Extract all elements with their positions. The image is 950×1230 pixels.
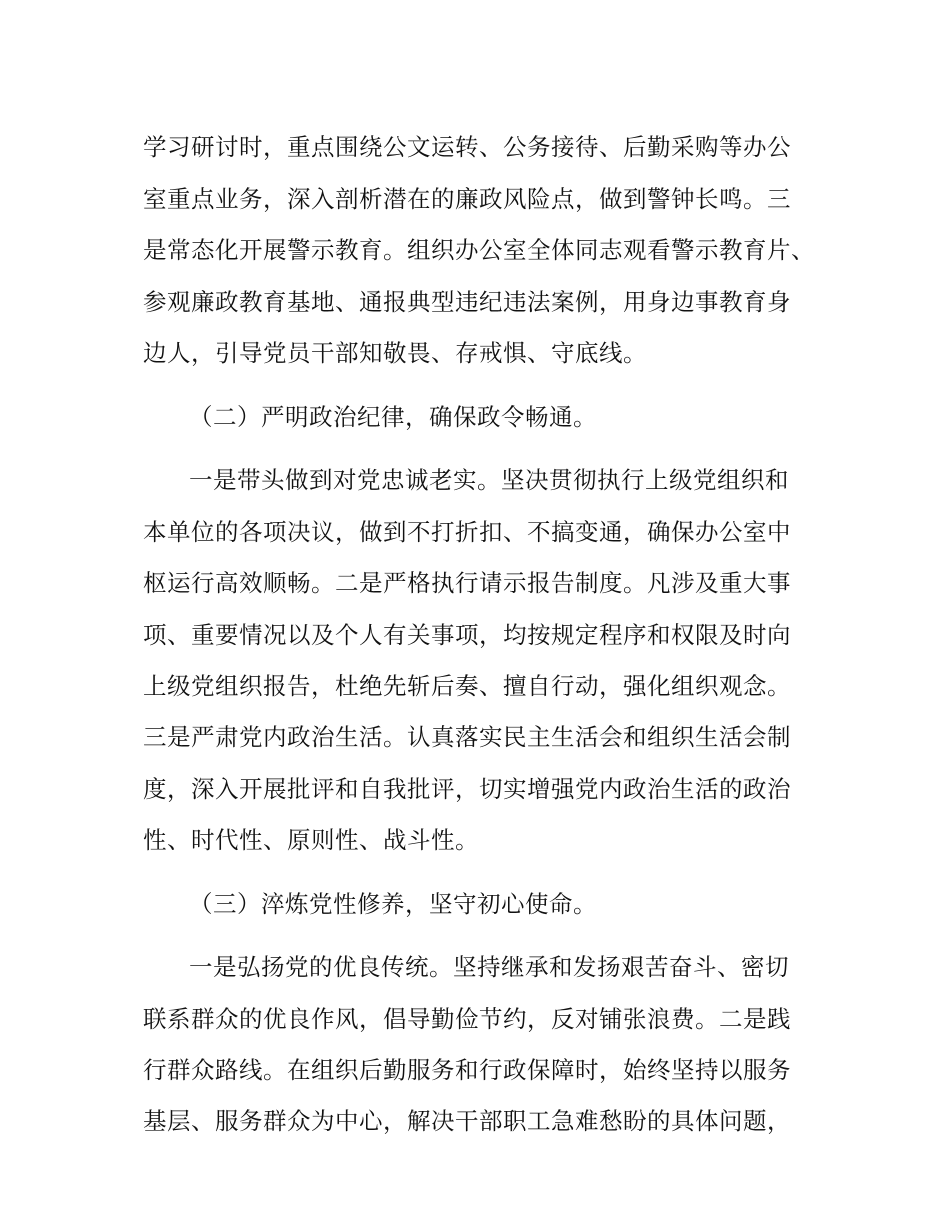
paragraph-line: 本单位的各项决议，做到不打折扣、不搞变通，确保办公室中 bbox=[143, 518, 791, 546]
paragraph-line: 一是弘扬党的优良传统。坚持继承和发扬艰苦奋斗、密切 bbox=[189, 953, 789, 981]
section-heading-3: （三）淬炼党性修养，坚守初心使命。 bbox=[189, 890, 597, 918]
paragraph-line: 一是带头做到对党忠诚老实。坚决贯彻执行上级党组织和 bbox=[189, 466, 789, 494]
paragraph-line: 枢运行高效顺畅。二是严格执行请示报告制度。凡涉及重大事 bbox=[143, 569, 791, 597]
paragraph-line: 上级党组织报告，杜绝先斩后奏、擅自行动，强化组织观念。 bbox=[143, 672, 791, 700]
paragraph-line: 室重点业务，深入剖析潜在的廉政风险点，做到警钟长鸣。三 bbox=[143, 185, 791, 213]
paragraph-line: 基层、服务群众为中心，解决干部职工急难愁盼的具体问题， bbox=[143, 1107, 791, 1135]
paragraph-line: 联系群众的优良作风，倡导勤俭节约，反对铺张浪费。二是践 bbox=[143, 1005, 791, 1033]
paragraph-line: 项、重要情况以及个人有关事项，均按规定程序和权限及时向 bbox=[143, 621, 791, 649]
paragraph-line: 参观廉政教育基地、通报典型违纪违法案例，用身边事教育身 bbox=[143, 288, 791, 316]
paragraph-line: 边人，引导党员干部知敬畏、存戒惧、守底线。 bbox=[143, 339, 647, 367]
paragraph-line: 度，深入开展批评和自我批评，切实增强党内政治生活的政治 bbox=[143, 775, 791, 803]
section-heading-2: （二）严明政治纪律，确保政令畅通。 bbox=[189, 403, 597, 431]
paragraph-line: 是常态化开展警示教育。组织办公室全体同志观看警示教育片、 bbox=[143, 236, 815, 264]
paragraph-line: 三是严肃党内政治生活。认真落实民主生活会和组织生活会制 bbox=[143, 723, 791, 751]
paragraph-line: 行群众路线。在组织后勤服务和行政保障时，始终坚持以服务 bbox=[143, 1056, 791, 1084]
paragraph-line: 学习研讨时，重点围绕公文运转、公务接待、后勤采购等办公 bbox=[143, 133, 791, 161]
paragraph-line: 性、时代性、原则性、战斗性。 bbox=[143, 826, 479, 854]
